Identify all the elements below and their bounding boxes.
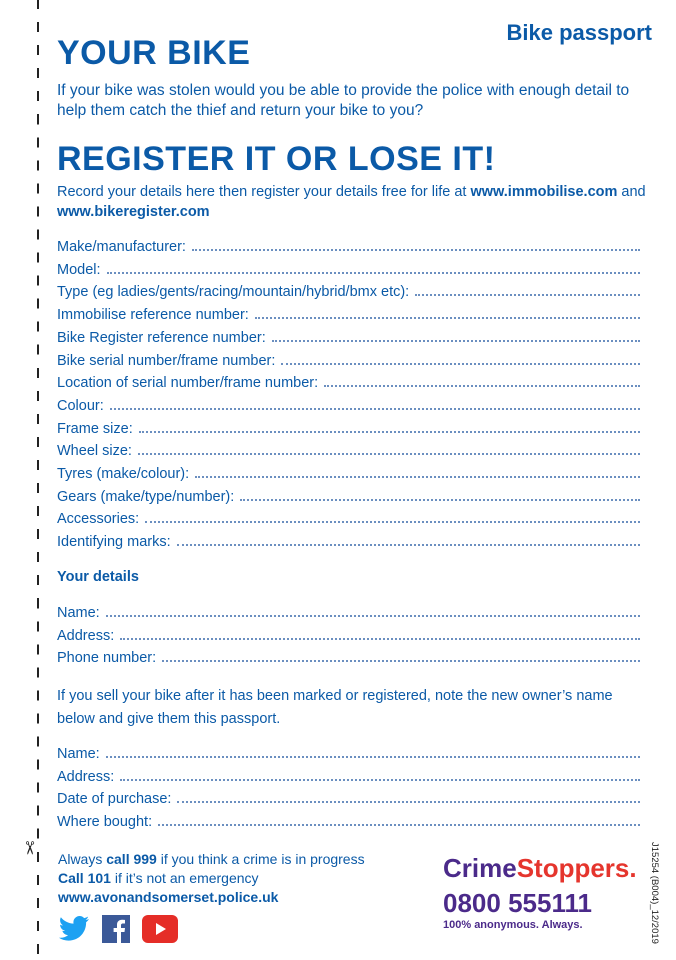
form-field[interactable] xyxy=(57,417,640,437)
form-field[interactable] xyxy=(57,601,640,621)
field-input-line[interactable] xyxy=(120,638,640,640)
field-label: Colour: xyxy=(57,397,104,414)
form-field[interactable] xyxy=(57,485,640,505)
field-label: Date of purchase: xyxy=(57,791,172,808)
field-label: Frame size: xyxy=(57,420,133,437)
field-label: Tyres (make/colour): xyxy=(57,466,190,482)
field-label: Identifying marks: xyxy=(57,534,171,551)
field-label: Gears (make/type/number): xyxy=(57,488,235,505)
field-input-line[interactable] xyxy=(272,340,640,342)
field-label: Name: xyxy=(57,746,100,762)
police-website-link[interactable]: www.avonandsomerset.police.uk xyxy=(58,889,279,905)
crimestoppers-block xyxy=(443,853,637,931)
field-label: Accessories: xyxy=(57,511,140,528)
record-mid: and xyxy=(617,184,646,200)
field-input-line[interactable] xyxy=(177,801,640,803)
footer-contact xyxy=(58,850,365,907)
title-your-bike: YOUR BIKE xyxy=(57,34,251,72)
field-input-line[interactable] xyxy=(110,408,640,410)
print-code: J15254 (B004)_12/2019 xyxy=(649,842,660,944)
f1c: if you think a crime is in progress xyxy=(156,851,365,867)
form-field[interactable] xyxy=(57,235,640,255)
form-field[interactable] xyxy=(57,371,640,391)
field-input-line[interactable] xyxy=(106,615,640,617)
field-input-line[interactable] xyxy=(324,385,640,387)
form-field[interactable] xyxy=(57,624,640,644)
field-label: Address: xyxy=(57,768,115,785)
f2b: if it’s not an emergency xyxy=(110,870,259,886)
link-immobilise[interactable]: www.immobilise.com xyxy=(470,184,618,200)
field-input-line[interactable] xyxy=(138,453,640,455)
form-field[interactable] xyxy=(57,439,640,459)
field-label: Make/manufacturer: xyxy=(57,239,186,255)
form-field[interactable] xyxy=(57,507,640,527)
record-text xyxy=(57,182,647,222)
form-field[interactable] xyxy=(57,349,640,369)
sell-note: If you sell your bike after it has been marked or registered, note the new owner’s name below and give them this passport. xyxy=(57,688,613,727)
field-input-line[interactable] xyxy=(281,363,640,365)
form-field[interactable] xyxy=(57,326,640,346)
form-field[interactable] xyxy=(57,646,640,666)
form-field[interactable] xyxy=(57,394,640,414)
f1b: call 999 xyxy=(106,851,157,867)
field-label: Location of serial number/frame number: xyxy=(57,375,319,392)
crimestoppers-tagline: 100% anonymous. Always. xyxy=(443,919,583,931)
form-field[interactable] xyxy=(57,530,640,550)
youtube-icon[interactable] xyxy=(142,915,178,943)
crimestoppers-phone: 0800 555111 xyxy=(443,888,592,918)
field-label: Immobilise reference number: xyxy=(57,307,249,324)
field-input-line[interactable] xyxy=(255,317,640,319)
field-input-line[interactable] xyxy=(415,294,640,296)
f1a: Always xyxy=(58,851,107,867)
facebook-icon[interactable] xyxy=(102,915,130,943)
field-input-line[interactable] xyxy=(192,249,640,251)
field-label: Type (eg ladies/gents/racing/mountain/hybrid/bmx etc): xyxy=(57,284,410,301)
scissors-icon: ✂ xyxy=(19,840,40,856)
field-input-line[interactable] xyxy=(177,544,640,546)
your-details-heading: Your details xyxy=(57,569,139,585)
record-pre: Record your details here then register your details free for life at xyxy=(57,184,471,200)
field-label: Model: xyxy=(57,261,101,278)
form-field[interactable] xyxy=(57,810,640,830)
field-input-line[interactable] xyxy=(145,521,640,523)
field-input-line[interactable] xyxy=(139,431,640,433)
form-field[interactable] xyxy=(57,765,640,785)
title-register: REGISTER IT OR LOSE IT! xyxy=(57,140,496,178)
form-field[interactable] xyxy=(57,303,640,323)
form-field[interactable] xyxy=(57,462,640,482)
form-field[interactable] xyxy=(57,258,640,278)
form-field[interactable] xyxy=(57,280,640,300)
logo-b: Stoppers. xyxy=(516,853,637,883)
field-label: Phone number: xyxy=(57,650,157,667)
form-field[interactable] xyxy=(57,787,640,807)
field-label: Address: xyxy=(57,627,115,644)
intro-text: If your bike was stolen would you be able to provide the police with enough detail to help them catch the thief and return your bike to you? xyxy=(57,82,630,119)
link-bikeregister[interactable]: www.bikeregister.com xyxy=(57,204,210,220)
field-input-line[interactable] xyxy=(162,660,640,662)
field-label: Name: xyxy=(57,605,100,621)
field-input-line[interactable] xyxy=(158,824,640,826)
field-label: Where bought: xyxy=(57,814,153,831)
logo-a: Crime xyxy=(443,853,517,883)
field-label: Bike serial number/frame number: xyxy=(57,352,276,369)
field-label: Wheel size: xyxy=(57,443,132,460)
form-field[interactable] xyxy=(57,742,640,762)
field-input-line[interactable] xyxy=(240,499,640,501)
cut-line xyxy=(37,0,39,960)
f2a: Call 101 xyxy=(58,870,111,886)
field-input-line[interactable] xyxy=(107,272,640,274)
field-input-line[interactable] xyxy=(195,476,640,478)
field-label: Bike Register reference number: xyxy=(57,329,266,346)
field-input-line[interactable] xyxy=(106,756,640,758)
doc-tag: Bike passport xyxy=(506,20,652,45)
social-links xyxy=(58,915,178,943)
twitter-icon[interactable] xyxy=(58,915,90,943)
field-input-line[interactable] xyxy=(120,779,640,781)
crimestoppers-logo xyxy=(443,853,637,884)
